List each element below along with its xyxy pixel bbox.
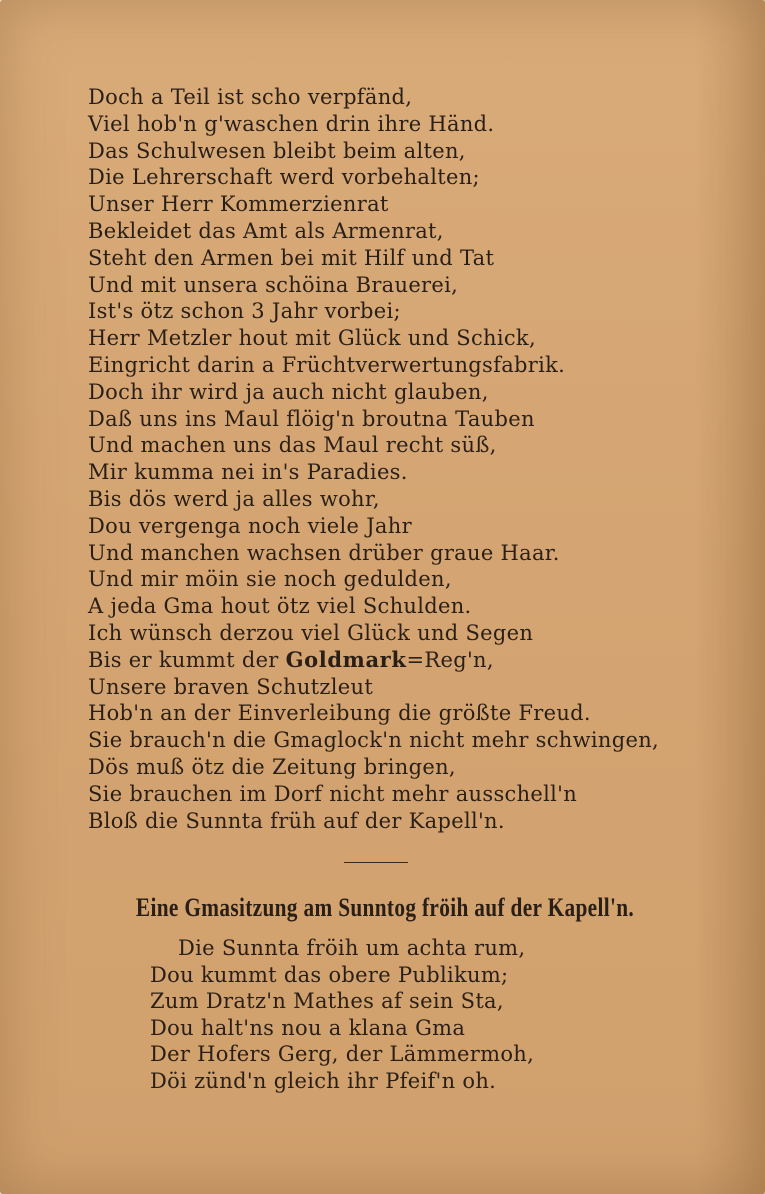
poem-line: Steht den Armen bei mit Hilf und Tat — [88, 245, 495, 270]
poem-line: Herr Metzler hout mit Glück und Schick, — [88, 326, 536, 351]
section-divider — [344, 862, 408, 863]
section-heading: Eine Gmasitzung am Sunntog fröih auf der Kapell'n. — [135, 893, 635, 922]
poem-line: Doch a Teil ist scho verpfänd, — [88, 85, 413, 109]
poem-line: Das Schulwesen bleibt beim alten, — [88, 138, 466, 163]
poem-line: Sie brauchen im Dorf nicht mehr ausschell'n — [88, 781, 578, 806]
poem-line: Eingricht darin a Früchtverwertungsfabrik. — [88, 352, 566, 377]
goldmark-word: Goldmark — [285, 646, 407, 672]
goldmark-suffix: =Reg'n, — [406, 647, 494, 672]
poem-line: Bloß die Sunnta früh auf der Kapell'n. — [88, 808, 505, 833]
poem-line: Hob'n an der Einverleibung die größte Freud. — [88, 701, 591, 726]
poem-line: Doch ihr wird ja auch nicht glauben, — [88, 379, 489, 404]
section-line: Zum Dratz'n Mathes af sein Sta, — [150, 989, 504, 1014]
poem-line: Die Lehrerschaft werd vorbehalten; — [88, 165, 480, 190]
poem-line: Ist's ötz schon 3 Jahr vorbei; — [88, 299, 401, 324]
poem-verse — [88, 84, 728, 834]
poem-line: Und mir möin sie noch gedulden, — [88, 567, 452, 592]
poem-line-goldmark — [88, 647, 728, 674]
poem-line: Ich wünsch derzou viel Glück und Segen — [88, 620, 534, 645]
section-line: Dou halt'ns nou a klana Gma — [150, 1015, 466, 1040]
section-verse — [150, 935, 710, 1095]
section-line: Die Sunnta fröih um achta rum, — [178, 936, 526, 960]
poem-line: Dou vergenga noch viele Jahr — [88, 513, 412, 538]
poem-line: Unsere braven Schutzleut — [88, 674, 374, 699]
poem-line: Sie brauch'n die Gmaglock'n nicht mehr schwingen, — [88, 728, 659, 753]
poem-line: Und manchen wachsen drüber graue Haar. — [88, 540, 560, 565]
poem-line: Dös muß ötz die Zeitung bringen, — [88, 754, 456, 779]
poem-line: Daß uns ins Maul flöig'n broutna Tauben — [88, 406, 535, 431]
poem-line: Und mit unsera schöina Brauerei, — [88, 272, 459, 297]
goldmark-prefix: Bis er kummt der — [88, 647, 286, 672]
section-line: Döi zünd'n gleich ihr Pfeif'n oh. — [150, 1068, 497, 1093]
poem-line: A jeda Gma hout ötz viel Schulden. — [88, 594, 472, 619]
poem-line: Und machen uns das Maul recht süß, — [88, 433, 497, 458]
poem-line: Bis dös werd ja alles wohr, — [88, 486, 380, 511]
section-line: Dou kummt das obere Publikum; — [150, 962, 509, 987]
poem-line: Viel hob'n g'waschen drin ihre Händ. — [88, 111, 495, 136]
section-line: Der Hofers Gerg, der Lämmermoh, — [150, 1042, 535, 1067]
poem-line: Mir kumma nei in's Paradies. — [88, 460, 408, 485]
poem-line: Unser Herr Kommerzienrat — [88, 192, 389, 217]
poem-line: Bekleidet das Amt als Armenrat, — [88, 218, 444, 243]
